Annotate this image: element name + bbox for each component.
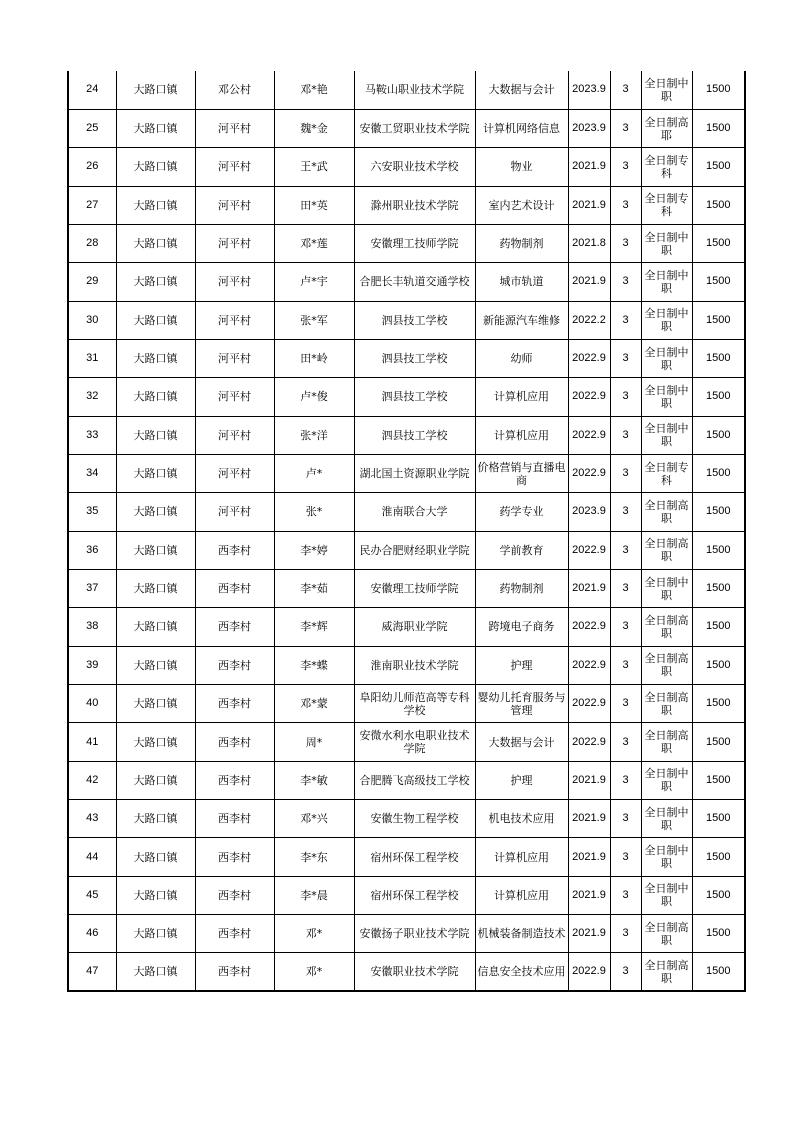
cell-name: 张*洋 bbox=[274, 416, 354, 454]
cell-town: 大路口镇 bbox=[116, 685, 195, 723]
cell-school: 宿州环保工程学校 bbox=[354, 838, 475, 876]
cell-school: 马鞍山职业技术学院 bbox=[354, 71, 475, 109]
table-row bbox=[68, 454, 745, 492]
cell-index: 30 bbox=[68, 301, 116, 339]
cell-duration: 3 bbox=[610, 454, 641, 492]
table-row bbox=[68, 838, 745, 876]
table-row bbox=[68, 915, 745, 953]
cell-amount: 1500 bbox=[692, 301, 745, 339]
cell-index: 24 bbox=[68, 71, 116, 109]
table-row bbox=[68, 186, 745, 224]
cell-town: 大路口镇 bbox=[116, 71, 195, 109]
cell-enroll-date: 2022.9 bbox=[568, 454, 610, 492]
cell-school: 合肥长丰轨道交通学校 bbox=[354, 263, 475, 301]
cell-major: 新能源汽车维修 bbox=[475, 301, 568, 339]
cell-duration: 3 bbox=[610, 761, 641, 799]
cell-study-type: 全日制中职 bbox=[641, 569, 692, 607]
cell-major: 信息安全技术应用 bbox=[475, 953, 568, 991]
cell-name: 田*岭 bbox=[274, 339, 354, 377]
cell-village: 西李村 bbox=[195, 723, 274, 761]
cell-school: 泗县技工学校 bbox=[354, 378, 475, 416]
cell-duration: 3 bbox=[610, 800, 641, 838]
cell-duration: 3 bbox=[610, 301, 641, 339]
cell-village: 西李村 bbox=[195, 761, 274, 799]
cell-study-type: 全日制高职 bbox=[641, 531, 692, 569]
table-row bbox=[68, 71, 745, 109]
table-row bbox=[68, 493, 745, 531]
cell-index: 44 bbox=[68, 838, 116, 876]
cell-amount: 1500 bbox=[692, 915, 745, 953]
cell-duration: 3 bbox=[610, 531, 641, 569]
cell-index: 28 bbox=[68, 224, 116, 262]
cell-school: 滁州职业技术学院 bbox=[354, 186, 475, 224]
cell-village: 西李村 bbox=[195, 685, 274, 723]
cell-village: 河平村 bbox=[195, 109, 274, 147]
cell-major: 跨境电子商务 bbox=[475, 608, 568, 646]
cell-index: 46 bbox=[68, 915, 116, 953]
cell-index: 47 bbox=[68, 953, 116, 991]
cell-amount: 1500 bbox=[692, 339, 745, 377]
cell-index: 41 bbox=[68, 723, 116, 761]
cell-duration: 3 bbox=[610, 224, 641, 262]
cell-amount: 1500 bbox=[692, 148, 745, 186]
cell-enroll-date: 2022.9 bbox=[568, 723, 610, 761]
cell-enroll-date: 2023.9 bbox=[568, 493, 610, 531]
cell-study-type: 全日制高职 bbox=[641, 953, 692, 991]
cell-village: 邓公村 bbox=[195, 71, 274, 109]
cell-major: 药物制剂 bbox=[475, 569, 568, 607]
cell-school: 淮南职业技术学院 bbox=[354, 646, 475, 684]
cell-amount: 1500 bbox=[692, 224, 745, 262]
cell-major: 计算机应用 bbox=[475, 378, 568, 416]
cell-amount: 1500 bbox=[692, 761, 745, 799]
table-row bbox=[68, 569, 745, 607]
cell-index: 36 bbox=[68, 531, 116, 569]
cell-school: 安徽理工技师学院 bbox=[354, 569, 475, 607]
cell-school: 六安职业技术学校 bbox=[354, 148, 475, 186]
cell-amount: 1500 bbox=[692, 685, 745, 723]
table-row bbox=[68, 378, 745, 416]
table-row bbox=[68, 148, 745, 186]
cell-study-type: 全日制中职 bbox=[641, 71, 692, 109]
cell-town: 大路口镇 bbox=[116, 723, 195, 761]
cell-enroll-date: 2022.9 bbox=[568, 685, 610, 723]
cell-duration: 3 bbox=[610, 838, 641, 876]
cell-duration: 3 bbox=[610, 685, 641, 723]
cell-major: 药学专业 bbox=[475, 493, 568, 531]
cell-amount: 1500 bbox=[692, 838, 745, 876]
cell-village: 河平村 bbox=[195, 454, 274, 492]
cell-major: 价格营销与直播电商 bbox=[475, 454, 568, 492]
cell-enroll-date: 2022.9 bbox=[568, 646, 610, 684]
cell-enroll-date: 2021.9 bbox=[568, 263, 610, 301]
cell-enroll-date: 2021.9 bbox=[568, 148, 610, 186]
cell-enroll-date: 2021.8 bbox=[568, 224, 610, 262]
cell-duration: 3 bbox=[610, 71, 641, 109]
cell-school: 淮南联合大学 bbox=[354, 493, 475, 531]
cell-village: 西李村 bbox=[195, 800, 274, 838]
cell-town: 大路口镇 bbox=[116, 761, 195, 799]
cell-study-type: 全日制高职 bbox=[641, 646, 692, 684]
cell-study-type: 全日制专科 bbox=[641, 148, 692, 186]
cell-index: 37 bbox=[68, 569, 116, 607]
cell-duration: 3 bbox=[610, 493, 641, 531]
cell-duration: 3 bbox=[610, 109, 641, 147]
cell-village: 西李村 bbox=[195, 953, 274, 991]
cell-duration: 3 bbox=[610, 953, 641, 991]
cell-duration: 3 bbox=[610, 378, 641, 416]
cell-study-type: 全日制专科 bbox=[641, 454, 692, 492]
cell-enroll-date: 2021.9 bbox=[568, 569, 610, 607]
cell-index: 38 bbox=[68, 608, 116, 646]
cell-school: 安徽工贸职业技术学院 bbox=[354, 109, 475, 147]
cell-enroll-date: 2021.9 bbox=[568, 838, 610, 876]
table-row bbox=[68, 263, 745, 301]
cell-village: 河平村 bbox=[195, 416, 274, 454]
table-row bbox=[68, 531, 745, 569]
cell-major: 城市轨道 bbox=[475, 263, 568, 301]
cell-village: 河平村 bbox=[195, 148, 274, 186]
cell-amount: 1500 bbox=[692, 493, 745, 531]
cell-name: 邓* bbox=[274, 915, 354, 953]
cell-village: 西李村 bbox=[195, 838, 274, 876]
cell-index: 34 bbox=[68, 454, 116, 492]
table-row bbox=[68, 646, 745, 684]
cell-duration: 3 bbox=[610, 569, 641, 607]
cell-index: 43 bbox=[68, 800, 116, 838]
cell-name: 李*晨 bbox=[274, 876, 354, 914]
cell-amount: 1500 bbox=[692, 608, 745, 646]
cell-amount: 1500 bbox=[692, 186, 745, 224]
cell-village: 河平村 bbox=[195, 493, 274, 531]
cell-index: 45 bbox=[68, 876, 116, 914]
cell-major: 大数据与会计 bbox=[475, 723, 568, 761]
cell-village: 西李村 bbox=[195, 569, 274, 607]
cell-town: 大路口镇 bbox=[116, 378, 195, 416]
cell-school: 宿州环保工程学校 bbox=[354, 876, 475, 914]
cell-town: 大路口镇 bbox=[116, 838, 195, 876]
cell-name: 田*英 bbox=[274, 186, 354, 224]
cell-school: 阜阳幼儿师范高等专科学校 bbox=[354, 685, 475, 723]
cell-enroll-date: 2021.9 bbox=[568, 800, 610, 838]
cell-major: 婴幼儿托育服务与管理 bbox=[475, 685, 568, 723]
cell-name: 张* bbox=[274, 493, 354, 531]
cell-name: 李*婷 bbox=[274, 531, 354, 569]
cell-major: 计算机网络信息 bbox=[475, 109, 568, 147]
cell-index: 27 bbox=[68, 186, 116, 224]
cell-village: 西李村 bbox=[195, 876, 274, 914]
cell-index: 26 bbox=[68, 148, 116, 186]
cell-study-type: 全日制中职 bbox=[641, 876, 692, 914]
cell-major: 大数据与会计 bbox=[475, 71, 568, 109]
cell-town: 大路口镇 bbox=[116, 301, 195, 339]
table-row bbox=[68, 416, 745, 454]
cell-duration: 3 bbox=[610, 148, 641, 186]
cell-study-type: 全日制中职 bbox=[641, 761, 692, 799]
table-row bbox=[68, 800, 745, 838]
table-row bbox=[68, 723, 745, 761]
cell-name: 李*敏 bbox=[274, 761, 354, 799]
cell-amount: 1500 bbox=[692, 723, 745, 761]
cell-study-type: 全日制中职 bbox=[641, 838, 692, 876]
cell-study-type: 全日制中职 bbox=[641, 339, 692, 377]
cell-major: 计算机应用 bbox=[475, 838, 568, 876]
cell-school: 民办合肥财经职业学院 bbox=[354, 531, 475, 569]
cell-name: 卢* bbox=[274, 454, 354, 492]
table-row bbox=[68, 339, 745, 377]
cell-town: 大路口镇 bbox=[116, 876, 195, 914]
cell-amount: 1500 bbox=[692, 953, 745, 991]
cell-index: 32 bbox=[68, 378, 116, 416]
cell-index: 33 bbox=[68, 416, 116, 454]
cell-amount: 1500 bbox=[692, 569, 745, 607]
cell-index: 42 bbox=[68, 761, 116, 799]
cell-village: 西李村 bbox=[195, 646, 274, 684]
cell-name: 邓*艳 bbox=[274, 71, 354, 109]
cell-amount: 1500 bbox=[692, 71, 745, 109]
table-body bbox=[68, 71, 745, 991]
cell-town: 大路口镇 bbox=[116, 493, 195, 531]
cell-enroll-date: 2023.9 bbox=[568, 109, 610, 147]
cell-study-type: 全日制高职 bbox=[641, 608, 692, 646]
cell-major: 护理 bbox=[475, 761, 568, 799]
cell-town: 大路口镇 bbox=[116, 263, 195, 301]
cell-enroll-date: 2021.9 bbox=[568, 876, 610, 914]
table-row bbox=[68, 876, 745, 914]
cell-enroll-date: 2022.9 bbox=[568, 608, 610, 646]
cell-amount: 1500 bbox=[692, 378, 745, 416]
cell-enroll-date: 2021.9 bbox=[568, 761, 610, 799]
cell-town: 大路口镇 bbox=[116, 416, 195, 454]
cell-duration: 3 bbox=[610, 723, 641, 761]
cell-name: 李*蝶 bbox=[274, 646, 354, 684]
cell-duration: 3 bbox=[610, 646, 641, 684]
cell-major: 护理 bbox=[475, 646, 568, 684]
cell-major: 计算机应用 bbox=[475, 876, 568, 914]
cell-village: 河平村 bbox=[195, 378, 274, 416]
cell-school: 安微水利水电职业技术学院 bbox=[354, 723, 475, 761]
cell-name: 李*东 bbox=[274, 838, 354, 876]
cell-duration: 3 bbox=[610, 263, 641, 301]
cell-enroll-date: 2023.9 bbox=[568, 71, 610, 109]
table-row bbox=[68, 224, 745, 262]
cell-major: 物业 bbox=[475, 148, 568, 186]
cell-village: 河平村 bbox=[195, 263, 274, 301]
cell-study-type: 全日制高职 bbox=[641, 685, 692, 723]
cell-duration: 3 bbox=[610, 608, 641, 646]
cell-study-type: 全日制高职 bbox=[641, 723, 692, 761]
cell-town: 大路口镇 bbox=[116, 608, 195, 646]
table-row bbox=[68, 761, 745, 799]
cell-school: 泗县技工学校 bbox=[354, 301, 475, 339]
cell-amount: 1500 bbox=[692, 646, 745, 684]
cell-enroll-date: 2022.9 bbox=[568, 378, 610, 416]
cell-study-type: 全日制中职 bbox=[641, 263, 692, 301]
cell-major: 学前教育 bbox=[475, 531, 568, 569]
cell-amount: 1500 bbox=[692, 109, 745, 147]
cell-name: 周* bbox=[274, 723, 354, 761]
cell-amount: 1500 bbox=[692, 531, 745, 569]
cell-name: 李*茹 bbox=[274, 569, 354, 607]
cell-major: 机电技术应用 bbox=[475, 800, 568, 838]
cell-index: 25 bbox=[68, 109, 116, 147]
cell-enroll-date: 2022.9 bbox=[568, 531, 610, 569]
cell-enroll-date: 2022.9 bbox=[568, 953, 610, 991]
cell-duration: 3 bbox=[610, 915, 641, 953]
cell-study-type: 全日制专科 bbox=[641, 186, 692, 224]
cell-duration: 3 bbox=[610, 876, 641, 914]
cell-duration: 3 bbox=[610, 416, 641, 454]
cell-village: 西李村 bbox=[195, 915, 274, 953]
cell-village: 河平村 bbox=[195, 186, 274, 224]
cell-school: 威海职业学院 bbox=[354, 608, 475, 646]
cell-name: 李*辉 bbox=[274, 608, 354, 646]
cell-duration: 3 bbox=[610, 186, 641, 224]
cell-town: 大路口镇 bbox=[116, 569, 195, 607]
cell-major: 计算机应用 bbox=[475, 416, 568, 454]
cell-school: 安徽扬子职业技术学院 bbox=[354, 915, 475, 953]
table-row bbox=[68, 685, 745, 723]
cell-town: 大路口镇 bbox=[116, 224, 195, 262]
cell-enroll-date: 2022.9 bbox=[568, 339, 610, 377]
cell-village: 河平村 bbox=[195, 339, 274, 377]
table-row bbox=[68, 608, 745, 646]
cell-school: 泗县技工学校 bbox=[354, 339, 475, 377]
cell-school: 合肥腾飞高级技工学校 bbox=[354, 761, 475, 799]
cell-study-type: 全日制中职 bbox=[641, 800, 692, 838]
cell-town: 大路口镇 bbox=[116, 109, 195, 147]
cell-town: 大路口镇 bbox=[116, 915, 195, 953]
cell-name: 王*武 bbox=[274, 148, 354, 186]
cell-name: 邓*蒙 bbox=[274, 685, 354, 723]
cell-amount: 1500 bbox=[692, 800, 745, 838]
cell-town: 大路口镇 bbox=[116, 531, 195, 569]
subsidy-table bbox=[67, 71, 746, 992]
cell-town: 大路口镇 bbox=[116, 148, 195, 186]
cell-name: 魏*金 bbox=[274, 109, 354, 147]
cell-town: 大路口镇 bbox=[116, 339, 195, 377]
cell-village: 河平村 bbox=[195, 301, 274, 339]
cell-enroll-date: 2022.2 bbox=[568, 301, 610, 339]
cell-name: 张*军 bbox=[274, 301, 354, 339]
cell-school: 安徽生物工程学校 bbox=[354, 800, 475, 838]
cell-town: 大路口镇 bbox=[116, 953, 195, 991]
cell-enroll-date: 2021.9 bbox=[568, 915, 610, 953]
cell-name: 卢*宇 bbox=[274, 263, 354, 301]
cell-name: 卢*俊 bbox=[274, 378, 354, 416]
cell-school: 安徽理工技师学院 bbox=[354, 224, 475, 262]
cell-amount: 1500 bbox=[692, 876, 745, 914]
cell-village: 西李村 bbox=[195, 531, 274, 569]
cell-major: 幼师 bbox=[475, 339, 568, 377]
cell-major: 机械装备制造技术 bbox=[475, 915, 568, 953]
cell-major: 室内艺术设计 bbox=[475, 186, 568, 224]
cell-index: 40 bbox=[68, 685, 116, 723]
table-row bbox=[68, 953, 745, 991]
table-row bbox=[68, 109, 745, 147]
cell-school: 安徽职业技术学院 bbox=[354, 953, 475, 991]
cell-study-type: 全日制高职 bbox=[641, 915, 692, 953]
cell-village: 西李村 bbox=[195, 608, 274, 646]
table-row bbox=[68, 301, 745, 339]
cell-name: 邓*兴 bbox=[274, 800, 354, 838]
cell-town: 大路口镇 bbox=[116, 800, 195, 838]
cell-town: 大路口镇 bbox=[116, 454, 195, 492]
cell-enroll-date: 2021.9 bbox=[568, 186, 610, 224]
cell-study-type: 全日制高耶 bbox=[641, 109, 692, 147]
cell-amount: 1500 bbox=[692, 416, 745, 454]
cell-school: 湖北国土资源职业学院 bbox=[354, 454, 475, 492]
cell-index: 35 bbox=[68, 493, 116, 531]
cell-study-type: 全日制中职 bbox=[641, 301, 692, 339]
cell-study-type: 全日制高职 bbox=[641, 493, 692, 531]
cell-duration: 3 bbox=[610, 339, 641, 377]
cell-amount: 1500 bbox=[692, 454, 745, 492]
cell-name: 邓* bbox=[274, 953, 354, 991]
cell-study-type: 全日制中职 bbox=[641, 378, 692, 416]
cell-amount: 1500 bbox=[692, 263, 745, 301]
cell-village: 河平村 bbox=[195, 224, 274, 262]
cell-town: 大路口镇 bbox=[116, 646, 195, 684]
cell-index: 31 bbox=[68, 339, 116, 377]
cell-name: 邓*莲 bbox=[274, 224, 354, 262]
cell-index: 29 bbox=[68, 263, 116, 301]
cell-school: 泗县技工学校 bbox=[354, 416, 475, 454]
cell-major: 药物制剂 bbox=[475, 224, 568, 262]
cell-study-type: 全日制中职 bbox=[641, 224, 692, 262]
cell-town: 大路口镇 bbox=[116, 186, 195, 224]
cell-index: 39 bbox=[68, 646, 116, 684]
cell-study-type: 全日制中职 bbox=[641, 416, 692, 454]
cell-enroll-date: 2022.9 bbox=[568, 416, 610, 454]
